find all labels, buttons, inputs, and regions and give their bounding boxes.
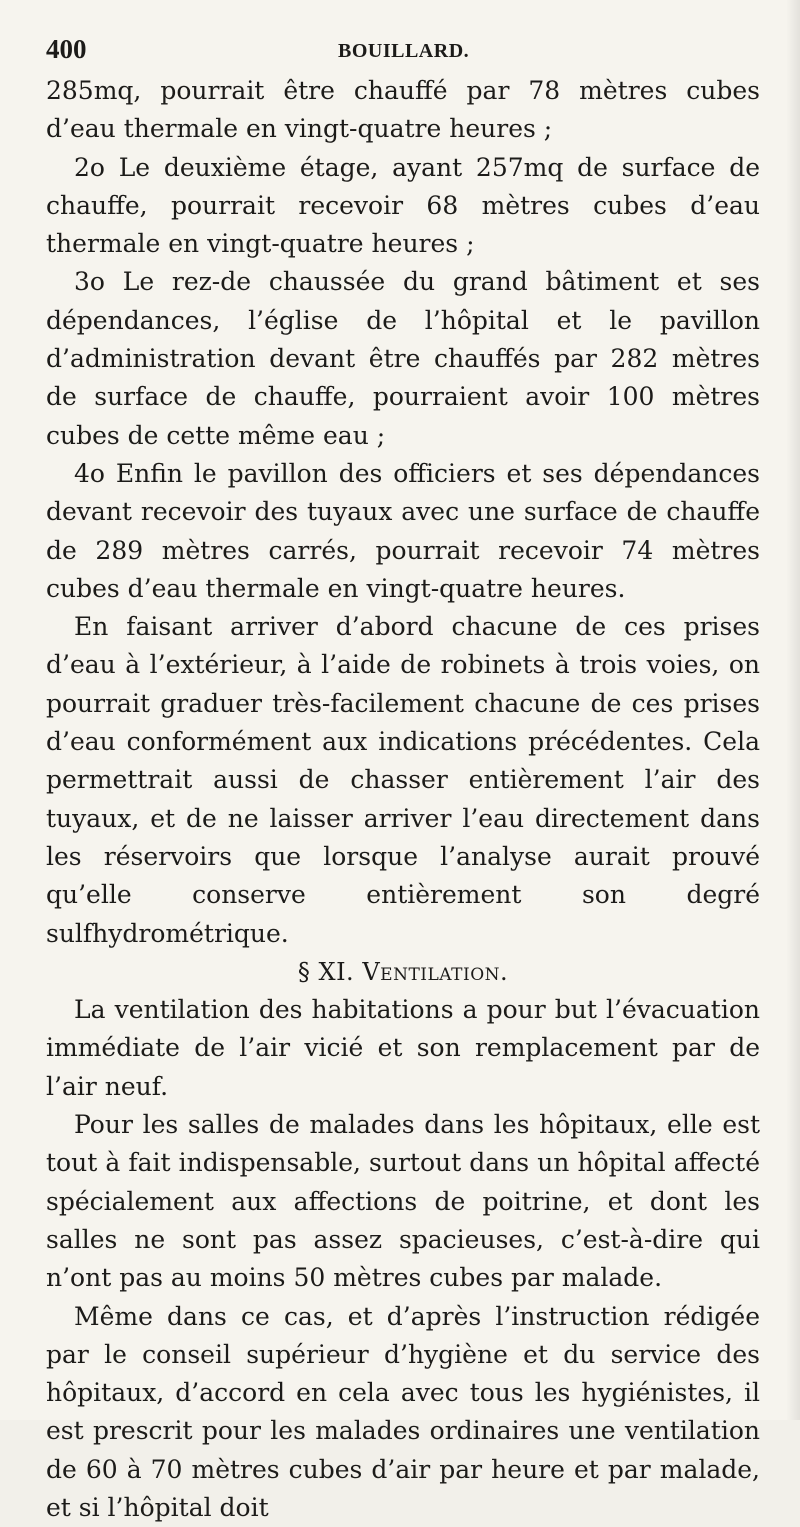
paragraph-item-3: 3o Le rez-de chaussée du grand bâtiment et ses dépendances, l’église de l’hôpital et le pavillon d’administration devant être chauffés par 282 mètres de surface de chauffe, pourraient avoir 100 mètres cubes de cette même eau ;: [46, 263, 760, 454]
paragraph-ventilation-definition: La ventilation des habitations a pour but l’évacuation immédiate de l’air vicié et son remplacement par de l’air neuf.: [46, 991, 760, 1106]
page-edge-shadow: [786, 0, 800, 1420]
paragraph-ventilation-instruction: Même dans ce cas, et d’après l’instruction rédigée par le conseil supérieur d’hygiène et du service des hôpitaux, d’accord en cela avec tous les hygiénistes, il est prescrit pour les malades ordinaires une ventilation de 60 à 70 mètres cubes d’air par heure et par malade, et si l’hôpital doit: [46, 1298, 760, 1527]
page-body: [46, 72, 760, 1527]
section-number: § XI.: [298, 958, 354, 986]
paragraph-item-2: 2o Le deuxième étage, ayant 257mq de surface de chauffe, pourrait recevoir 68 mètres cubes d’eau thermale en vingt-quatre heures ;: [46, 149, 760, 264]
paragraph-continuation: 285mq, pourrait être chauffé par 78 mètres cubes d’eau thermale en vingt-quatre heures ;: [46, 72, 760, 149]
section-title: Ventilation.: [362, 958, 508, 986]
paragraph-prises-d-eau: En faisant arriver d’abord chacune de ces prises d’eau à l’extérieur, à l’aide de robinets à trois voies, on pourrait graduer très-facilement chacune de ces prises d’eau conformément aux indications précédentes. Cela permettrait aussi de chasser entièrement l’air des tuyaux, et de ne laisser arriver l’eau directement dans les réservoirs que lorsque l’analyse aurait prouvé qu’elle conserve entièrement son degré sulfhydrométrique.: [46, 608, 760, 953]
page-number: 400: [46, 34, 87, 65]
page-header: [46, 30, 760, 72]
paragraph-item-4: 4o Enfin le pavillon des officiers et ses dépendances devant recevoir des tuyaux avec une surface de chauffe de 289 mètres carrés, pourrait recevoir 74 mètres cubes d’eau thermale en vingt-quatre heures.: [46, 455, 760, 608]
section-heading: [46, 953, 760, 991]
paragraph-ventilation-hospitals: Pour les salles de malades dans les hôpitaux, elle est tout à fait indispensable, surtout dans un hôpital affecté spécialement aux affections de poitrine, et dont les salles ne sont pas assez spacieuses, c’est-à-dire qui n’ont pas au moins 50 mètres cubes par malade.: [46, 1106, 760, 1297]
running-head: BOUILLARD.: [338, 40, 469, 63]
